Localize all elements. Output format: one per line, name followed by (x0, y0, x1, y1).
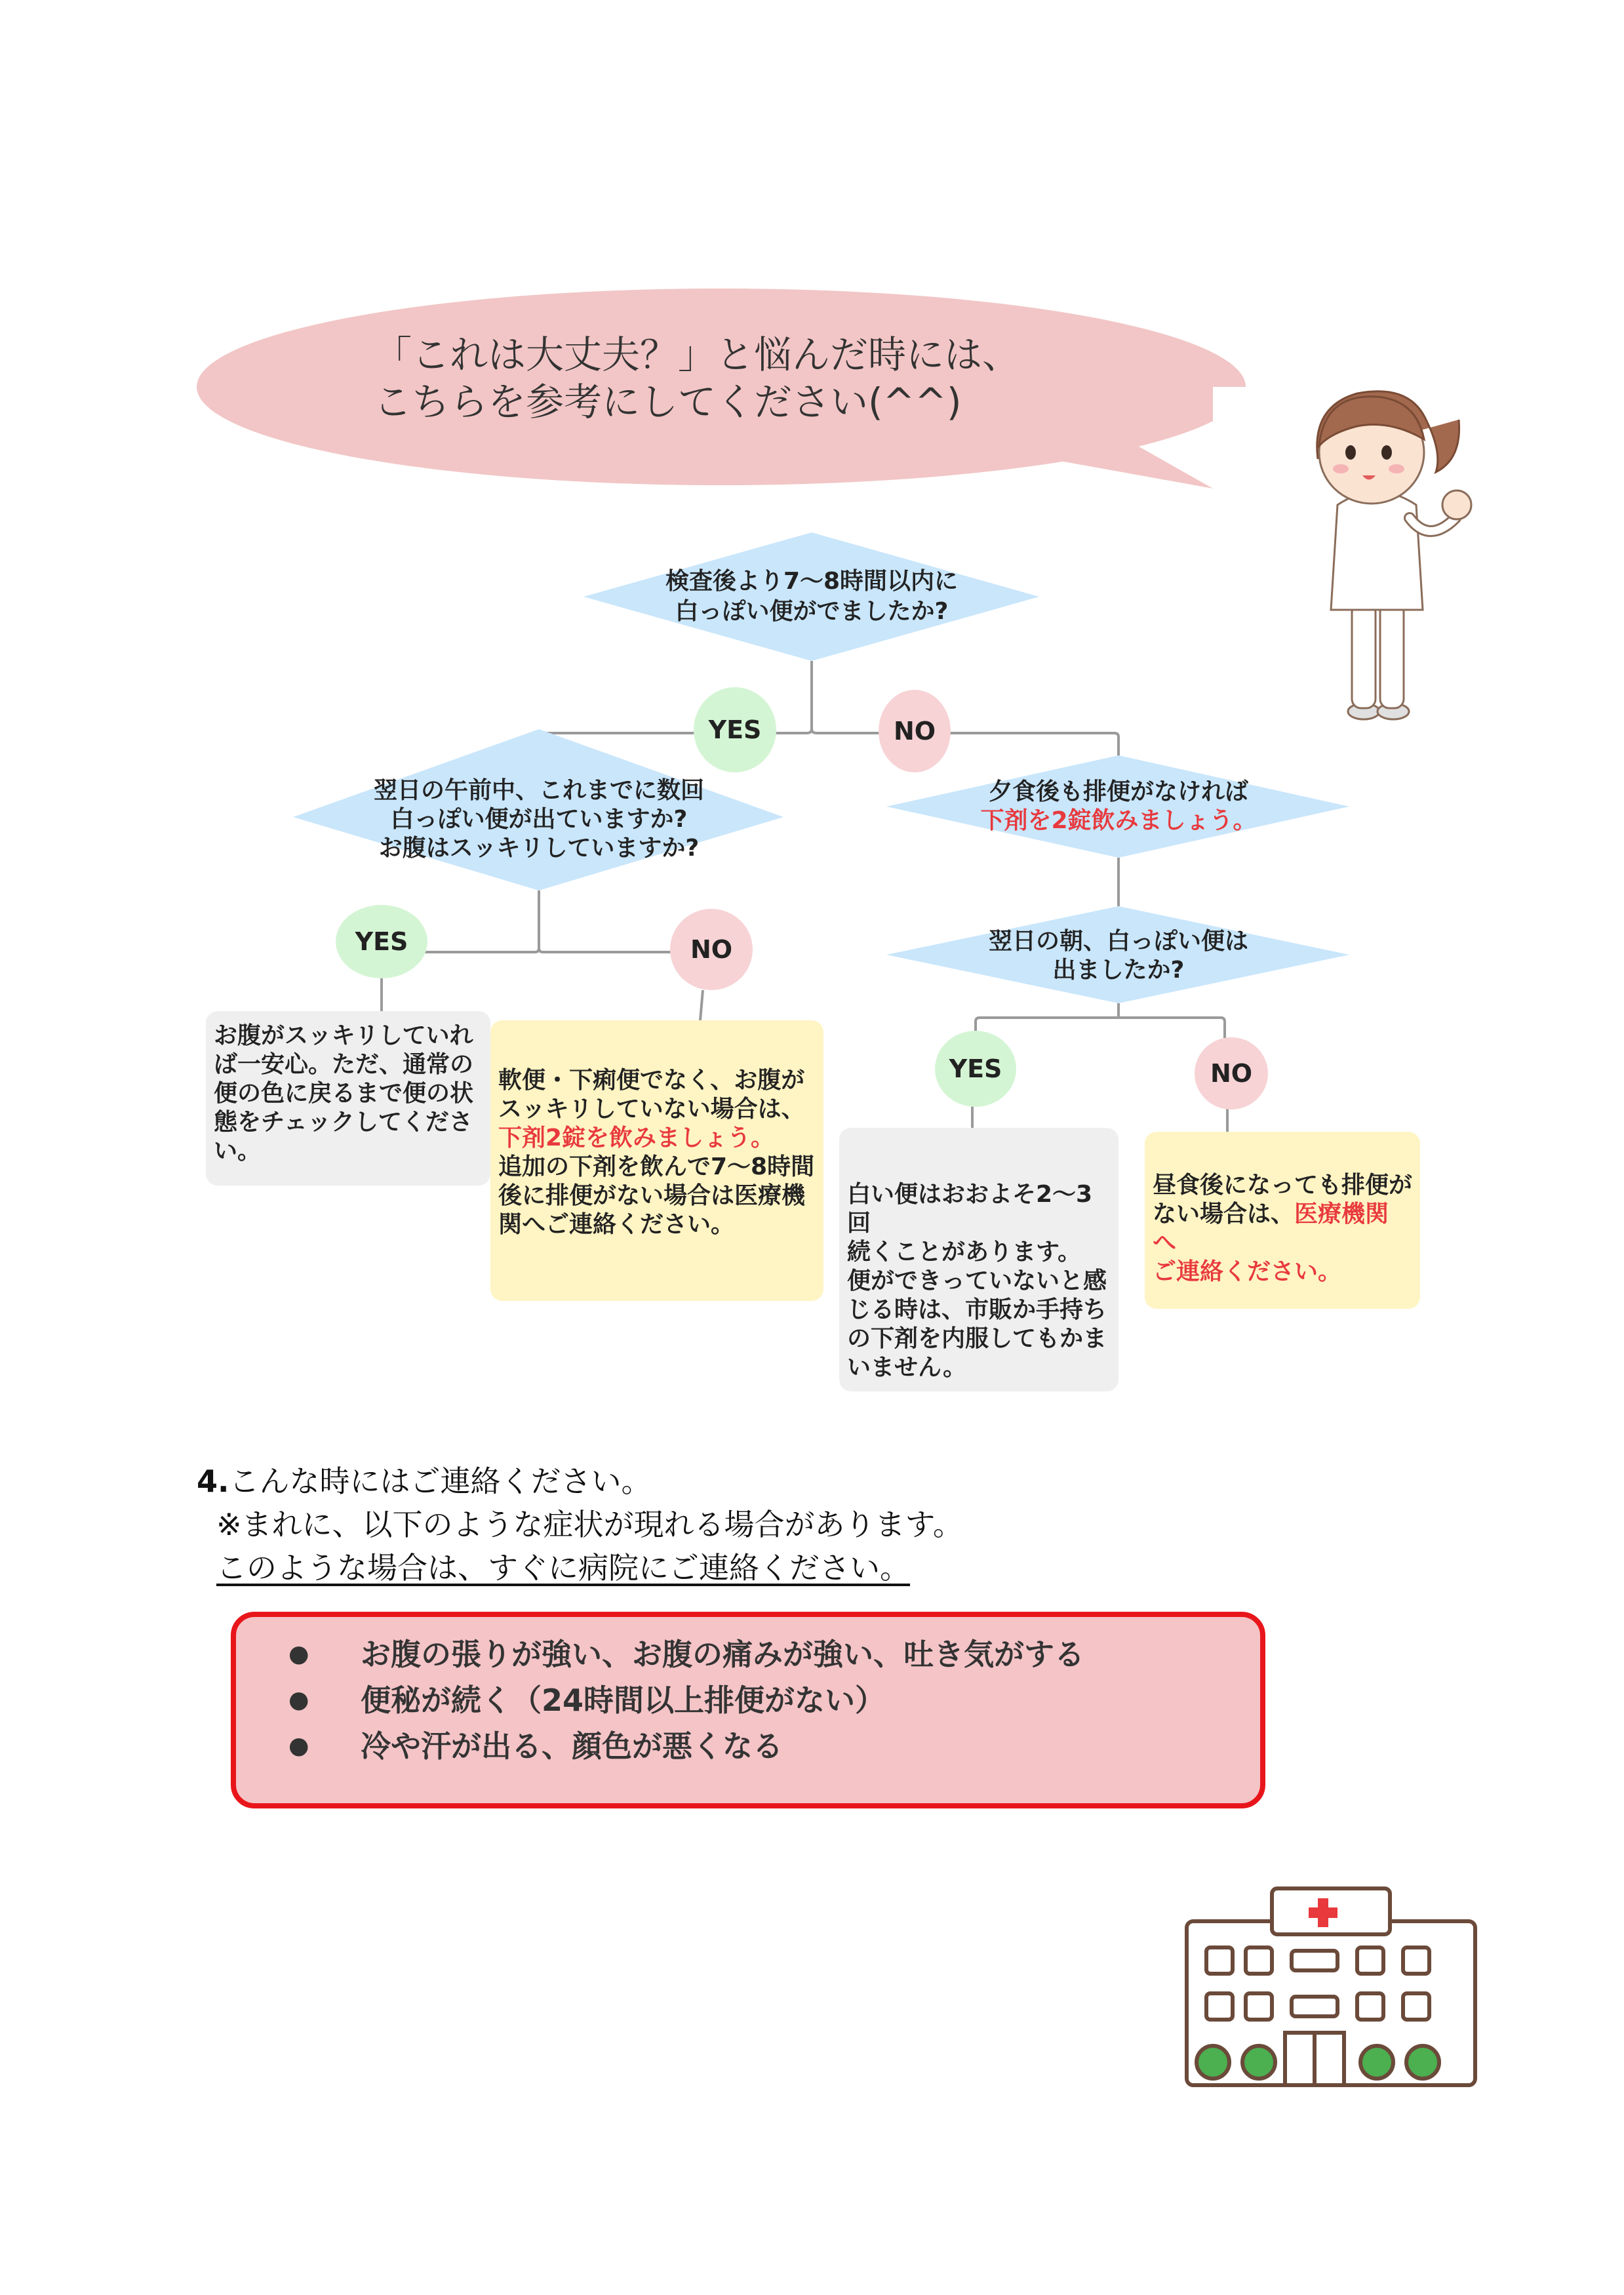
question-3 (931, 776, 1306, 837)
question-2-line-1: 翌日の午前中、これまでに数回 (373, 777, 704, 804)
section-4-instruction: このような場合は、すぐに病院にご連絡ください。 (216, 1550, 910, 1586)
symptom-alert-box (231, 1612, 1265, 1808)
note-line-mixed (1153, 1200, 1412, 1258)
question-1 (610, 564, 1014, 629)
symptom-text: 冷や汗が出る、顔色が悪くなる (361, 1728, 783, 1764)
no-label: NO (690, 935, 733, 964)
speech-bubble-text (374, 331, 1226, 426)
note-line: 追加の下剤を飲んで7〜8時間 (498, 1153, 815, 1180)
no-label: NO (893, 717, 936, 746)
question-4-line-2: 出ましたか? (1052, 957, 1185, 984)
question-2-line-2: 白っぽい便が出ていますか? (390, 806, 688, 833)
note-line: 続くことがあります。 (847, 1239, 1082, 1266)
note-line: 態をチェックしてくださ (214, 1109, 473, 1136)
note-line: お腹がスッキリしていれ (214, 1022, 473, 1049)
note-line: じる時は、市販か手持ち (847, 1296, 1107, 1323)
bubble-line-2: こちらを参考にしてください(^^) (374, 380, 962, 424)
question-4-line-1: 翌日の朝、白っぽい便は (988, 928, 1248, 955)
note-line: 白い便はおおよそ2〜3回 (847, 1181, 1093, 1237)
yes-circle-q4 (935, 1031, 1016, 1107)
note-line: 関へご連絡ください。 (498, 1211, 735, 1238)
no-label: NO (1210, 1059, 1253, 1088)
symptom-text: 便秘が続く（24時間以上排便がない） (361, 1683, 886, 1718)
note-line: 便の色に戻るまで便の状 (214, 1080, 474, 1107)
note-line-highlight: 下剤2錠を飲みましょう。 (498, 1125, 775, 1151)
section-number: 4. (197, 1464, 229, 1499)
note-line: 昼食後になっても排便が (1153, 1172, 1413, 1199)
no-circle-q4 (1195, 1037, 1268, 1109)
note-q4-no (1145, 1132, 1420, 1309)
symptom-text: お腹の張りが強い、お腹の痛みが強い、吐き気がする (361, 1637, 1084, 1672)
yes-label: YES (355, 927, 408, 956)
nurse-illustration (1317, 391, 1471, 719)
note-q4-yes (839, 1128, 1119, 1391)
note-text-highlight: 医療機関へ (1153, 1201, 1389, 1256)
note-text: ない場合は、 (1153, 1201, 1295, 1227)
section-4-heading (197, 1460, 1377, 1503)
note-q2-yes (206, 1011, 490, 1186)
no-circle-q1 (879, 690, 951, 772)
note-q2-no (490, 1020, 823, 1301)
yes-circle-q2 (336, 905, 427, 978)
note-line-highlight: ご連絡ください。 (1153, 1258, 1342, 1285)
hospital-illustration (1187, 1888, 1475, 2085)
yes-label: YES (949, 1054, 1002, 1083)
question-3-line-1: 夕食後も排便がなければ (988, 778, 1248, 805)
yes-label: YES (708, 715, 762, 744)
bullet-icon: ● (288, 1641, 309, 1667)
symptom-item (288, 1631, 1260, 1677)
question-4 (931, 926, 1306, 986)
symptom-item (288, 1723, 1260, 1769)
note-line: いません。 (847, 1354, 967, 1381)
note-line: 軟便・下痢便でなく、お腹が (498, 1067, 805, 1094)
note-line: 後に排便がない場合は医療機 (498, 1182, 806, 1209)
question-3-line-2: 下剤を2錠飲みましょう。 (980, 807, 1257, 834)
section-title: こんな時にはご連絡ください。 (229, 1464, 652, 1499)
note-line: い。 (214, 1138, 262, 1165)
bubble-line-1: 「これは大丈夫？」と悩んだ時には、 (374, 332, 1021, 377)
no-circle-q2 (670, 909, 753, 990)
note-line: ば一安心。ただ、通常の (214, 1051, 474, 1078)
note-line: スッキリしていない場合は、 (498, 1096, 805, 1123)
question-1-line-1: 検査後より7〜8時間以内に (665, 568, 959, 595)
bullet-icon: ● (288, 1686, 309, 1713)
note-line: の下剤を内服してもかま (847, 1325, 1107, 1352)
question-2 (341, 774, 737, 866)
symptom-item (288, 1677, 1260, 1723)
question-1-line-2: 白っぽい便がでましたか? (675, 598, 949, 625)
yes-circle-q1 (694, 687, 776, 772)
note-line: 便ができっていないと感 (847, 1267, 1107, 1294)
section-4-note: ※まれに、以下のような症状が現れる場合があります。 (216, 1507, 963, 1542)
question-2-line-3: お腹はスッキリしていますか? (378, 835, 700, 862)
bullet-icon: ● (288, 1732, 309, 1759)
